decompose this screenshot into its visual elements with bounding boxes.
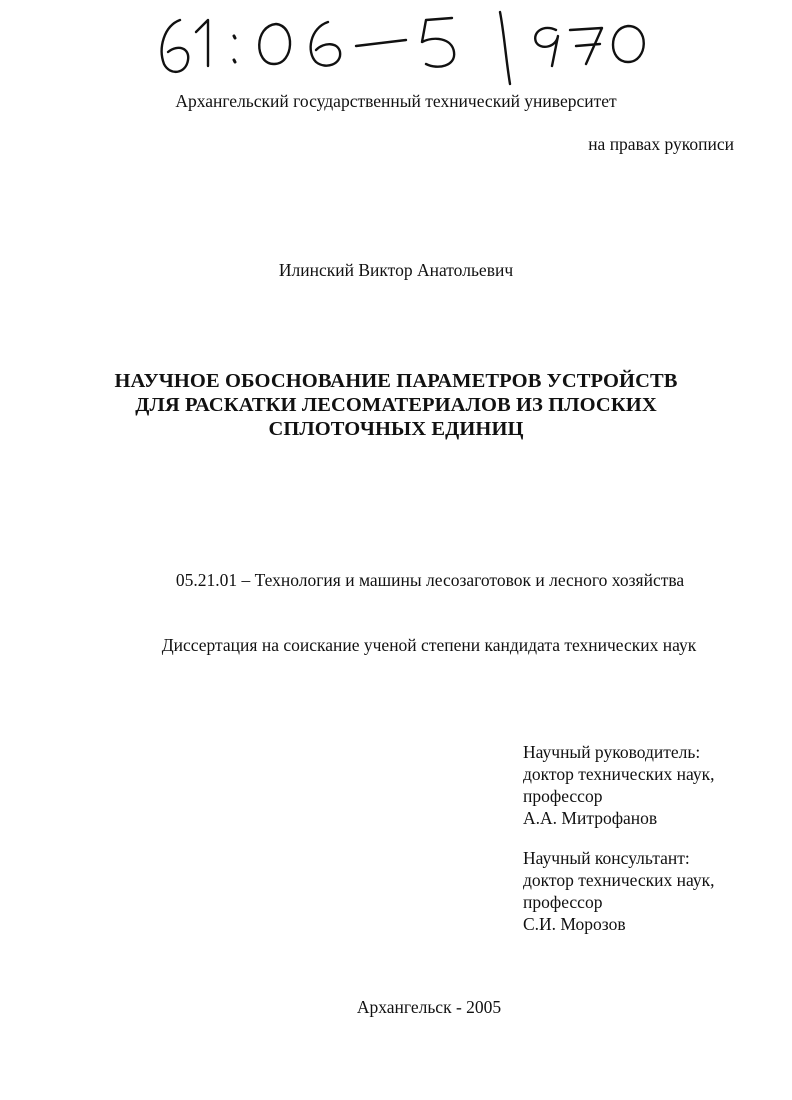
hw-digit-0 — [259, 24, 290, 64]
supervisor-degree: доктор технических наук, — [523, 764, 715, 784]
title-line: ДЛЯ РАСКАТКИ ЛЕСОМАТЕРИАЛОВ ИЗ ПЛОСКИХ — [135, 394, 657, 416]
manuscript-rights: на правах рукописи — [588, 134, 734, 154]
title-line: СПЛОТОЧНЫХ ЕДИНИЦ — [268, 418, 524, 440]
hw-digit-6b — [311, 22, 341, 66]
consultant-block — [523, 847, 715, 935]
hw-digit-1 — [196, 20, 208, 66]
supervisor-role: Научный руководитель: — [523, 742, 701, 762]
consultant-rank: профессор — [523, 892, 603, 912]
consultant-role: Научный консультант: — [523, 848, 690, 868]
hw-digit-6 — [162, 20, 189, 72]
hw-digit-5 — [422, 18, 454, 67]
city-year: Архангельск - 2005 — [356, 997, 502, 1017]
dissertation-title — [60, 369, 732, 441]
hw-colon — [234, 36, 235, 62]
title-line: НАУЧНОЕ ОБОСНОВАНИЕ ПАРАМЕТРОВ УСТРОЙСТВ — [114, 370, 678, 392]
hw-digit-7 — [570, 28, 602, 64]
consultant-degree: доктор технических наук, — [523, 870, 715, 890]
hw-slash — [500, 12, 510, 84]
dissertation-degree: Диссертация на соискание ученой степени кандидата технических наук — [161, 635, 697, 655]
handwritten-archive-code — [150, 8, 670, 88]
supervisor-block — [523, 741, 715, 829]
supervisor-name: А.А. Митрофанов — [523, 808, 658, 828]
supervisor-rank: профессор — [523, 786, 603, 806]
hw-dash — [356, 40, 406, 46]
hw-digit-9 — [535, 28, 558, 66]
university-name: Архангельский государственный технический университет — [175, 91, 617, 111]
consultant-name: С.И. Морозов — [523, 914, 626, 934]
author-name: Илинский Виктор Анатольевич — [278, 260, 514, 280]
specialty-code: 05.21.01 – Технология и машины лесозаготовок и лесного хозяйства — [175, 570, 685, 590]
hw-digit-0b — [613, 26, 644, 62]
